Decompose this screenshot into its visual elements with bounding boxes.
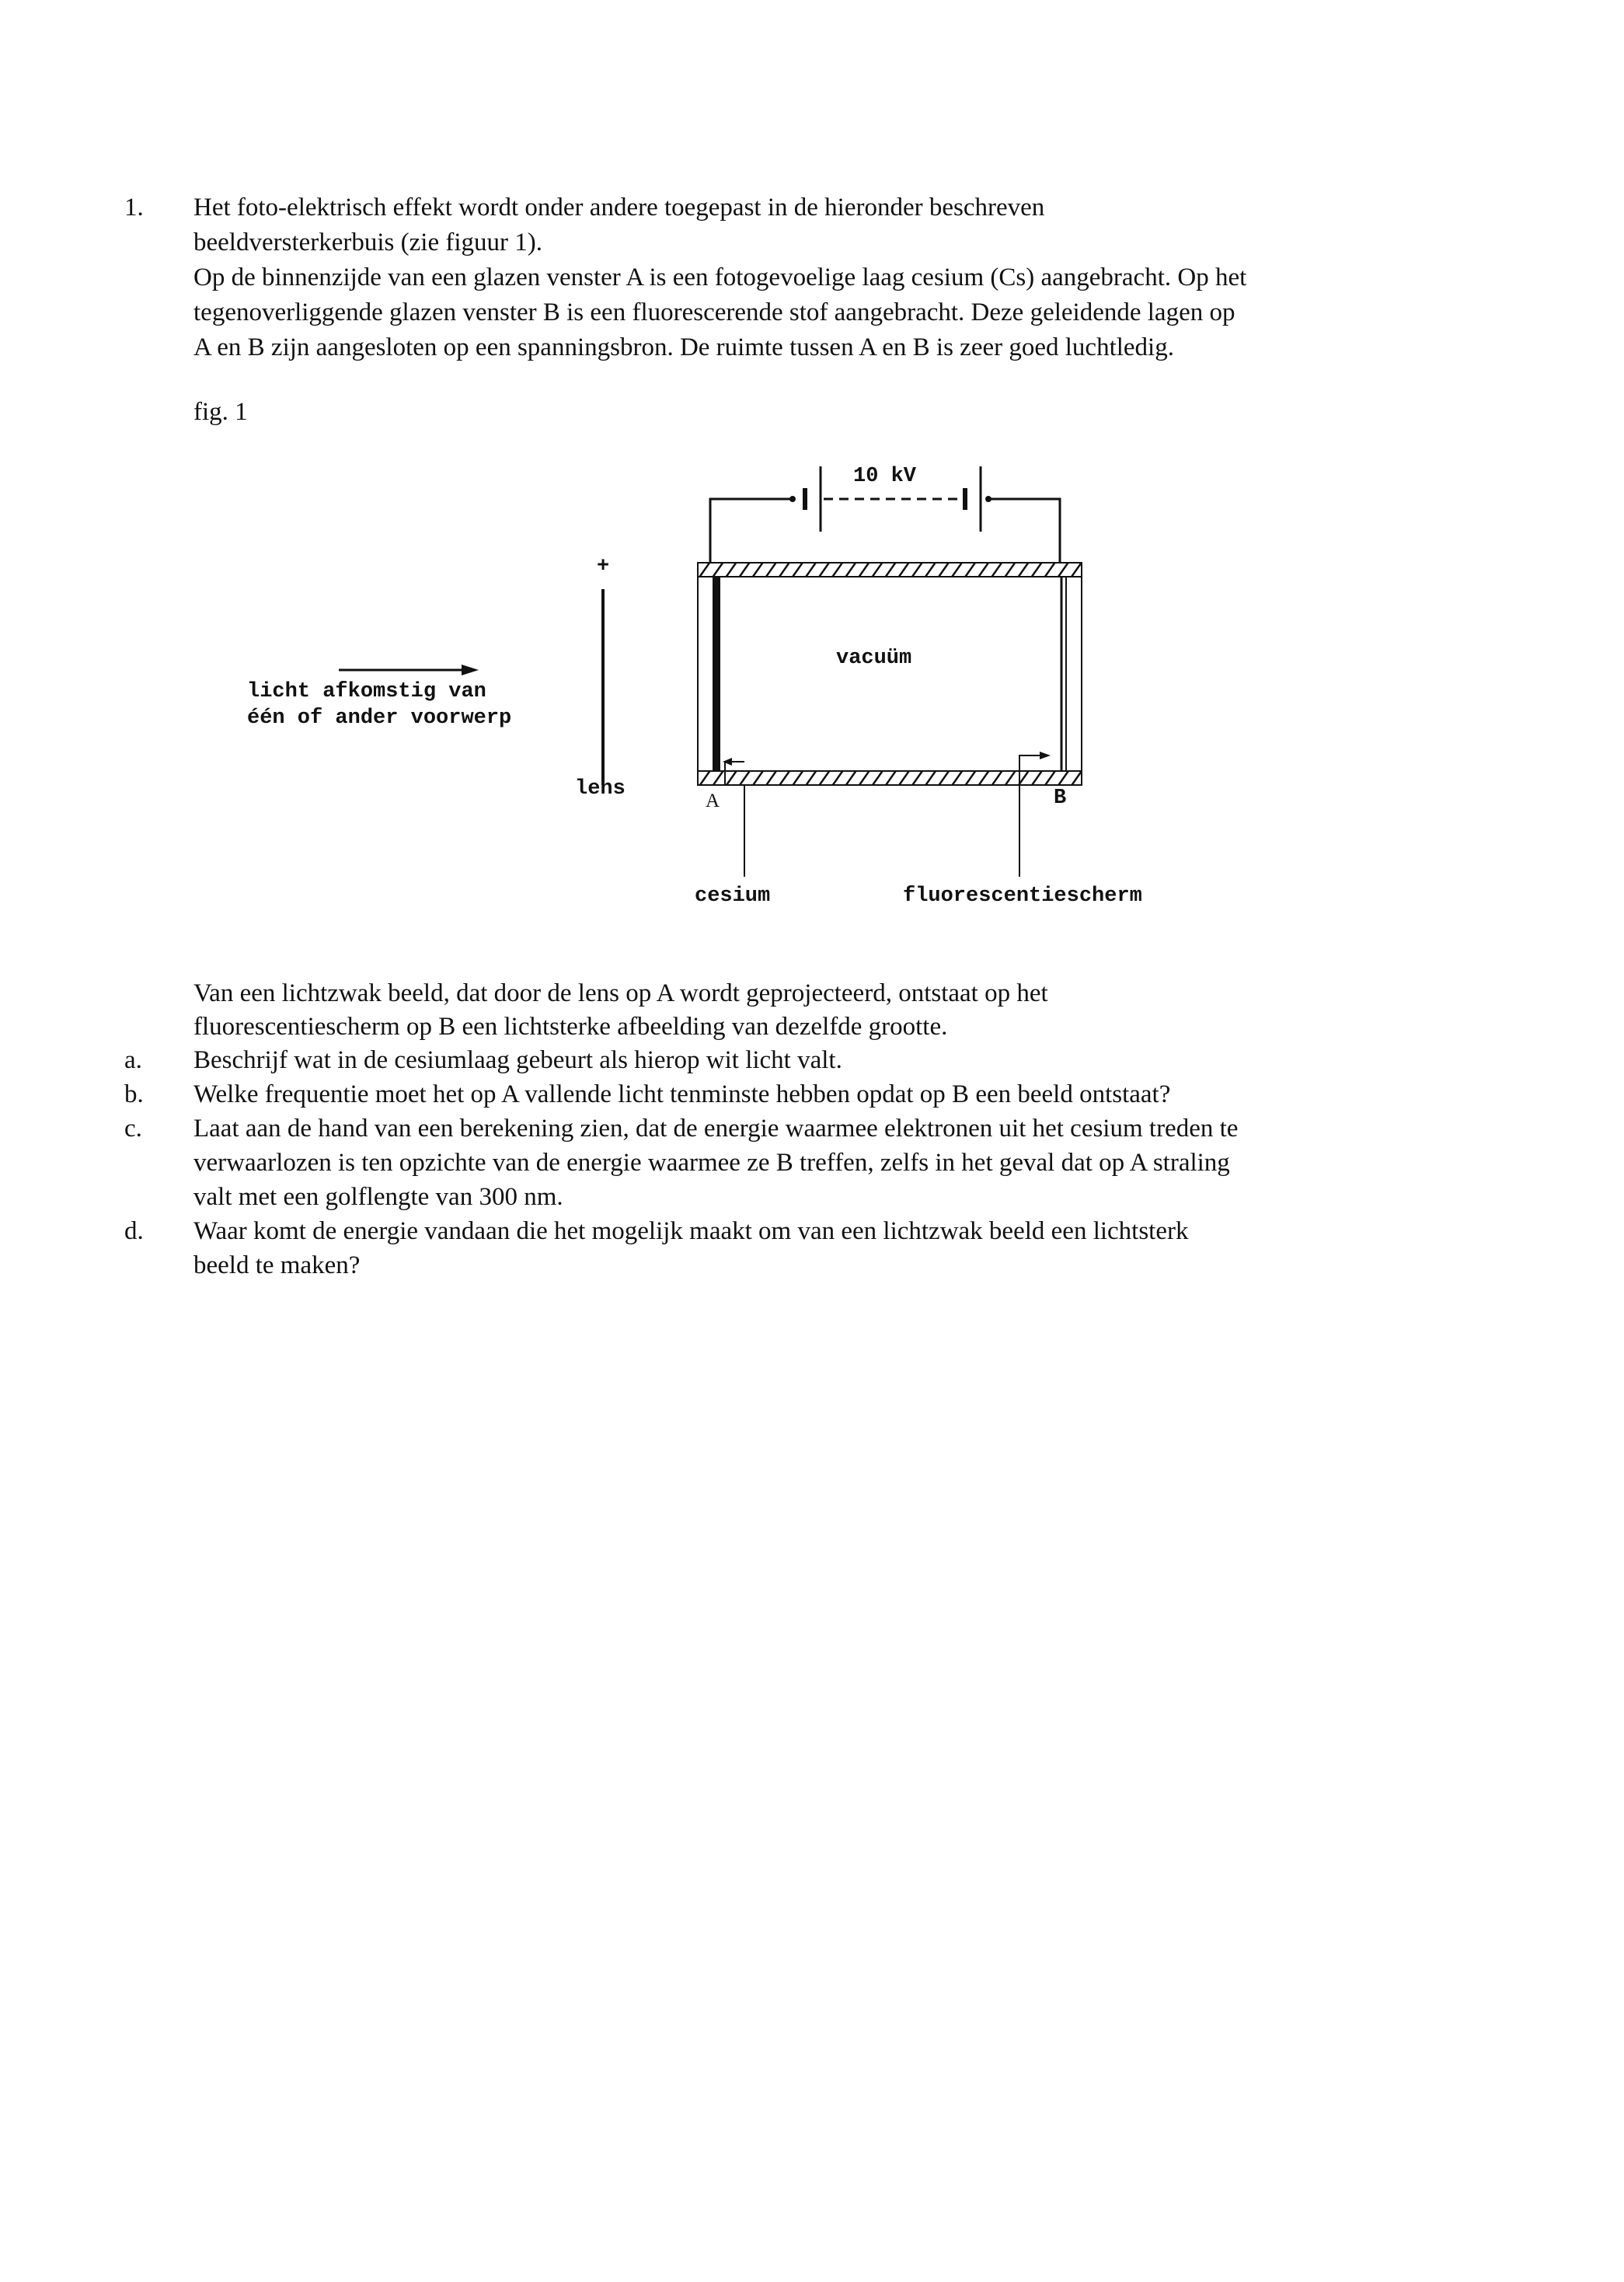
question-number: 1. — [124, 194, 144, 222]
subquestion-text: Waar komt de energie vandaan die het mogelijk maakt om van een lichtzwak beeld een lichtsterk — [193, 1217, 1189, 1245]
after-figure-line: fluorescentiescherm op B een lichtsterke afbeelding van dezelfde grootte. — [193, 1013, 948, 1041]
vacuum-label: vacuüm — [836, 647, 912, 670]
subquestion-label: b. — [124, 1080, 144, 1108]
subquestion-label: a. — [124, 1046, 142, 1074]
intro-line: Het foto-elektrisch effekt wordt onder andere toegepast in de hieronder beschreven — [193, 194, 1045, 222]
circuit-wires — [710, 499, 1060, 566]
intro-line: A en B zijn aangesloten op een spanningsbron. De ruimte tussen A en B is zeer goed luchtledig. — [193, 333, 1174, 361]
cesium-label: cesium — [695, 885, 771, 908]
subquestion-text: beeld te maken? — [193, 1251, 361, 1279]
screen-label: fluorescentiescherm — [903, 885, 1142, 908]
intro-line: Op de binnenzijde van een glazen venster A is een fotogevoelige laag cesium (Cs) aangebracht. Op het — [193, 263, 1247, 291]
after-figure-line: Van een lichtzwak beeld, dat door de lens op A wordt geprojecteerd, ontstaat op het — [193, 979, 1048, 1007]
intro-line: beeldversterkerbuis (zie figuur 1). — [193, 229, 542, 256]
tube-top-wall — [698, 563, 1082, 577]
subquestion-text: verwaarlozen is ten opzichte van de energie waarmee ze B treffen, zelfs in het geval dat op A straling — [193, 1149, 1230, 1177]
subquestion-text: valt met een golflengte van 300 nm. — [193, 1183, 563, 1211]
subquestion-text: Welke frequentie moet het op A vallende licht tenminste hebben opdat op B een beeld ontstaat? — [193, 1080, 1171, 1108]
subquestion-text: Laat aan de hand van een berekening zien, dat de energie waarmee elektronen uit het cesium treden te — [193, 1115, 1239, 1143]
window-b-label: B — [1054, 787, 1067, 810]
light-label-line2: één of ander voorwerp — [247, 707, 512, 730]
intro-line: tegenoverliggende glazen venster B is een fluorescerende stof aangebracht. Deze geleidende lagen op — [193, 298, 1235, 326]
window-b — [1066, 577, 1082, 771]
tube-bottom-wall — [698, 771, 1082, 785]
subquestion-label: d. — [124, 1217, 144, 1245]
subquestion-text: Beschrijf wat in de cesiumlaag gebeurt als hierop wit licht valt. — [193, 1046, 842, 1074]
light-arrow-icon — [462, 665, 479, 675]
window-a — [698, 577, 713, 771]
cesium-layer — [713, 577, 720, 771]
voltage-label: 10 kV — [853, 465, 917, 488]
plus-label: + — [597, 555, 610, 578]
lens-label: lens — [575, 777, 626, 801]
subquestion-label: c. — [124, 1115, 142, 1143]
light-label-line1: licht afkomstig van — [247, 680, 486, 703]
figure-caption: fig. 1 — [193, 398, 248, 426]
window-a-label: A — [706, 790, 720, 811]
